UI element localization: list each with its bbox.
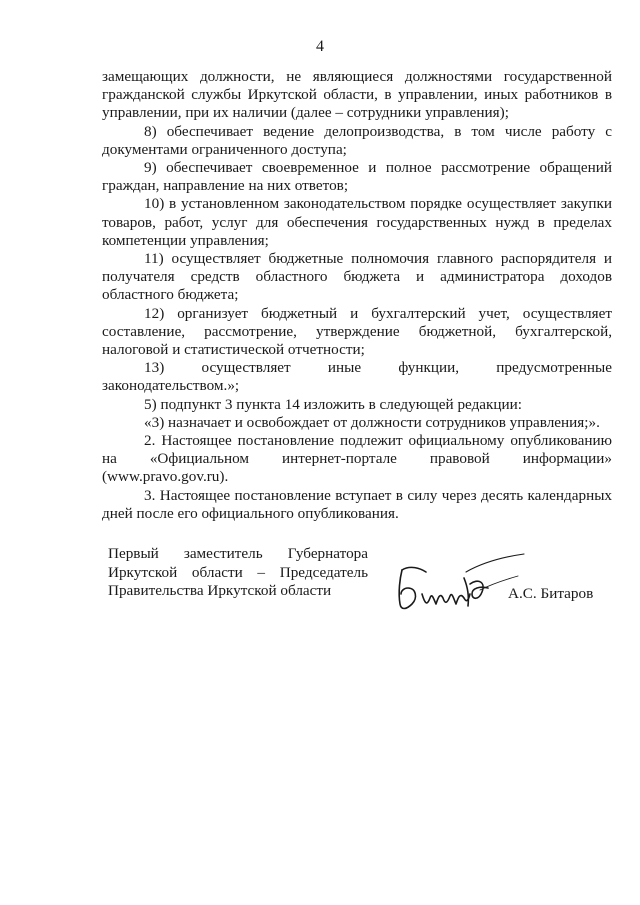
paragraph-continuation: замещающих должности, не являющиеся должностями государственной гражданской службы Иркутской области, в управлении, иных работников в управлении, при их наличии (далее – сотрудники управления); [102,68,612,122]
paragraph-item-11: 11) осуществляет бюджетные полномочия главного распорядителя и получателя средств областного бюджета и администратора доходов областного бюджета; [102,250,612,304]
signatory-position [108,545,368,601]
handwritten-signature-icon [392,548,528,618]
paragraph-clause-3: 3. Настоящее постановление вступает в силу через десять календарных дней после его официального опубликования. [102,486,612,522]
paragraph-item-10: 10) в установленном законодательством порядке осуществляет закупки товаров, работ, услуг для обеспечения государственных нужд в пределах компетенции управления; [102,195,612,249]
paragraph-amendment-5: 5) подпункт 3 пункта 14 изложить в следующей редакции: [144,395,523,413]
signatory-position-line: Иркутской области – Председатель [108,563,368,581]
paragraph-item-8: 8) обеспечивает ведение делопроизводства, в том числе работу с документами ограниченного доступа; [102,122,612,158]
paragraph-item-9: 9) обеспечивает своевременное и полное рассмотрение обращений граждан, направление на них ответов; [102,159,612,195]
document-body [102,68,612,523]
paragraph-item-12: 12) организует бюджетный и бухгалтерский учет, осуществляет составление, рассмотрение, утверждение бюджетной, бухгалтерской, налоговой и статистической отчетности; [102,304,612,359]
paragraph-item-13: 13) осуществляет иные функции, предусмотренные законодательством.»; [102,359,612,395]
paragraph-clause-2: 2. Настоящее постановление подлежит официальному опубликованию на «Официальном интернет-портале правовой информации» (www.pravo.gov.ru). [102,432,612,486]
signatory-position-line: Первый заместитель Губернатора [108,545,368,562]
paragraph-subitem-3: «3) назначает и освобождает от должности сотрудников управления;». [144,413,600,431]
signatory-position-line: Правительства Иркутской области [108,582,332,599]
signatory-name: А.С. Битаров [508,585,594,602]
page-number: 4 [316,38,324,55]
